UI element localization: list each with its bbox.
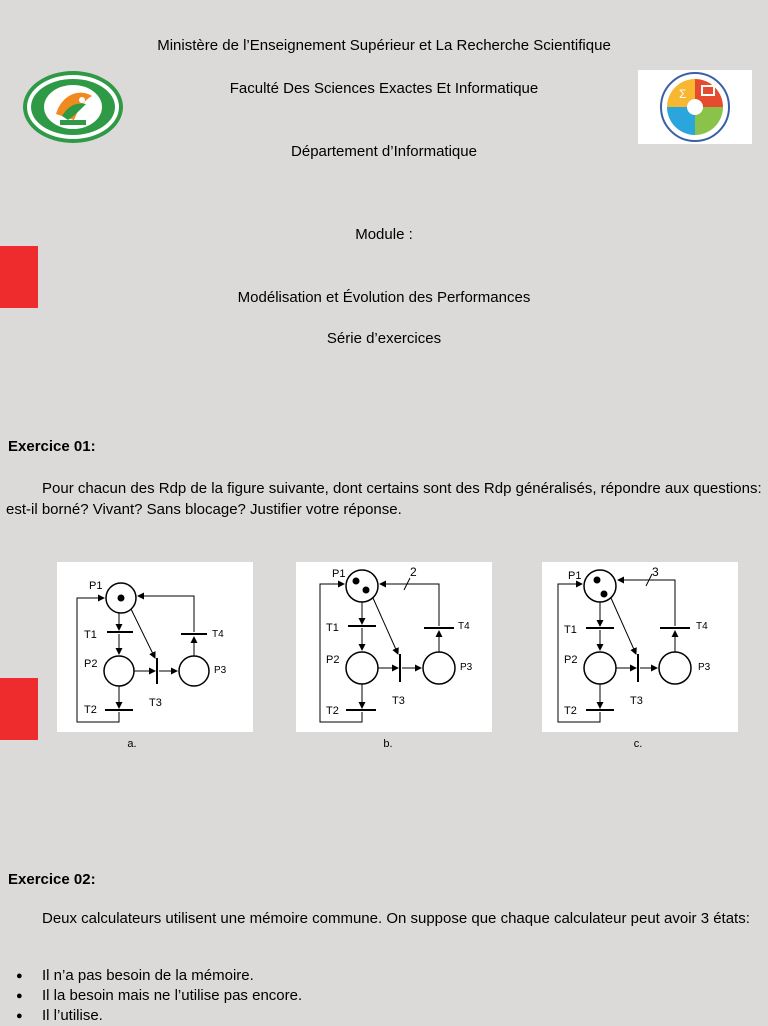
ministry-title: Ministère de l’Enseignement Supérieur et La Recherche Scientifique — [157, 37, 611, 54]
university-seal-logo — [22, 70, 124, 144]
exercise-2-text — [6, 908, 762, 929]
place-p3 — [659, 652, 691, 684]
label-t2: T2 — [326, 705, 339, 717]
exercise-1-title: Exercice 01: — [8, 438, 96, 455]
figure-b-caption: b. — [383, 738, 393, 750]
figure-a-caption: a. — [127, 738, 137, 750]
label-p2: P2 — [84, 658, 98, 670]
department-title: Département d’Informatique — [291, 143, 477, 160]
petri-net-figure-a — [57, 562, 253, 732]
list-item: ● Il n’a pas besoin de la mémoire. — [0, 966, 302, 986]
place-p2 — [584, 652, 616, 684]
place-p3 — [423, 652, 455, 684]
module-name: Modélisation et Évolution des Performances — [237, 289, 531, 306]
label-p3: P3 — [214, 665, 227, 676]
petri-net-figure-b — [296, 562, 492, 732]
series-title: Série d’exercices — [326, 330, 442, 347]
label-t2: T2 — [84, 704, 97, 716]
petri-net-figure-c — [542, 562, 738, 732]
label-p1: P1 — [568, 570, 582, 582]
label-p3: P3 — [698, 662, 711, 673]
exercise-2-statement: Deux calculateurs utilisent une mémoire commune. On suppose que chaque calculateur peut avoir 3 états: — [42, 910, 750, 927]
arc-weight: 3 — [652, 565, 659, 579]
label-t3: T3 — [149, 697, 162, 709]
place-p3 — [179, 656, 209, 686]
label-p3: P3 — [460, 662, 473, 673]
token — [594, 577, 601, 584]
label-t1: T1 — [564, 624, 577, 636]
token — [353, 578, 360, 585]
exercise-1-statement: Pour chacun des Rdp de la figure suivante, dont certains sont des Rdp généralisés, répondre aux questions: est-il borné? Vivant? Sans blocage? Justifier votre réponse. — [6, 480, 762, 518]
token — [363, 587, 370, 594]
place-p2 — [104, 656, 134, 686]
faculty-title: Faculté Des Sciences Exactes Et Informatique — [229, 80, 539, 97]
side-tab-bottom — [0, 678, 38, 740]
label-t3: T3 — [392, 695, 405, 707]
module-label: Module : — [355, 226, 413, 243]
label-t4: T4 — [696, 621, 708, 632]
label-p2: P2 — [326, 654, 340, 666]
label-p1: P1 — [332, 568, 346, 580]
list-item: ● Il l’utilise. — [0, 1006, 302, 1026]
exercise-2-title: Exercice 02: — [8, 871, 96, 888]
exercise-1-text — [6, 478, 762, 520]
label-t2: T2 — [564, 705, 577, 717]
label-t1: T1 — [326, 622, 339, 634]
label-t4: T4 — [458, 621, 470, 632]
label-p2: P2 — [564, 654, 578, 666]
figure-c-caption: c. — [633, 738, 643, 750]
label-t3: T3 — [630, 695, 643, 707]
token — [118, 595, 125, 602]
svg-text:Σ: Σ — [679, 87, 687, 101]
label-t4: T4 — [212, 629, 224, 640]
arc-weight: 2 — [410, 565, 417, 579]
place-p1 — [584, 570, 616, 602]
label-p1: P1 — [89, 580, 103, 592]
list-item: ● Il la besoin mais ne l’utilise pas encore. — [0, 986, 302, 1006]
state-list — [0, 966, 302, 1026]
place-p1 — [346, 570, 378, 602]
label-t1: T1 — [84, 629, 97, 641]
faculty-emblem-logo — [638, 70, 752, 144]
token — [601, 591, 608, 598]
place-p2 — [346, 652, 378, 684]
